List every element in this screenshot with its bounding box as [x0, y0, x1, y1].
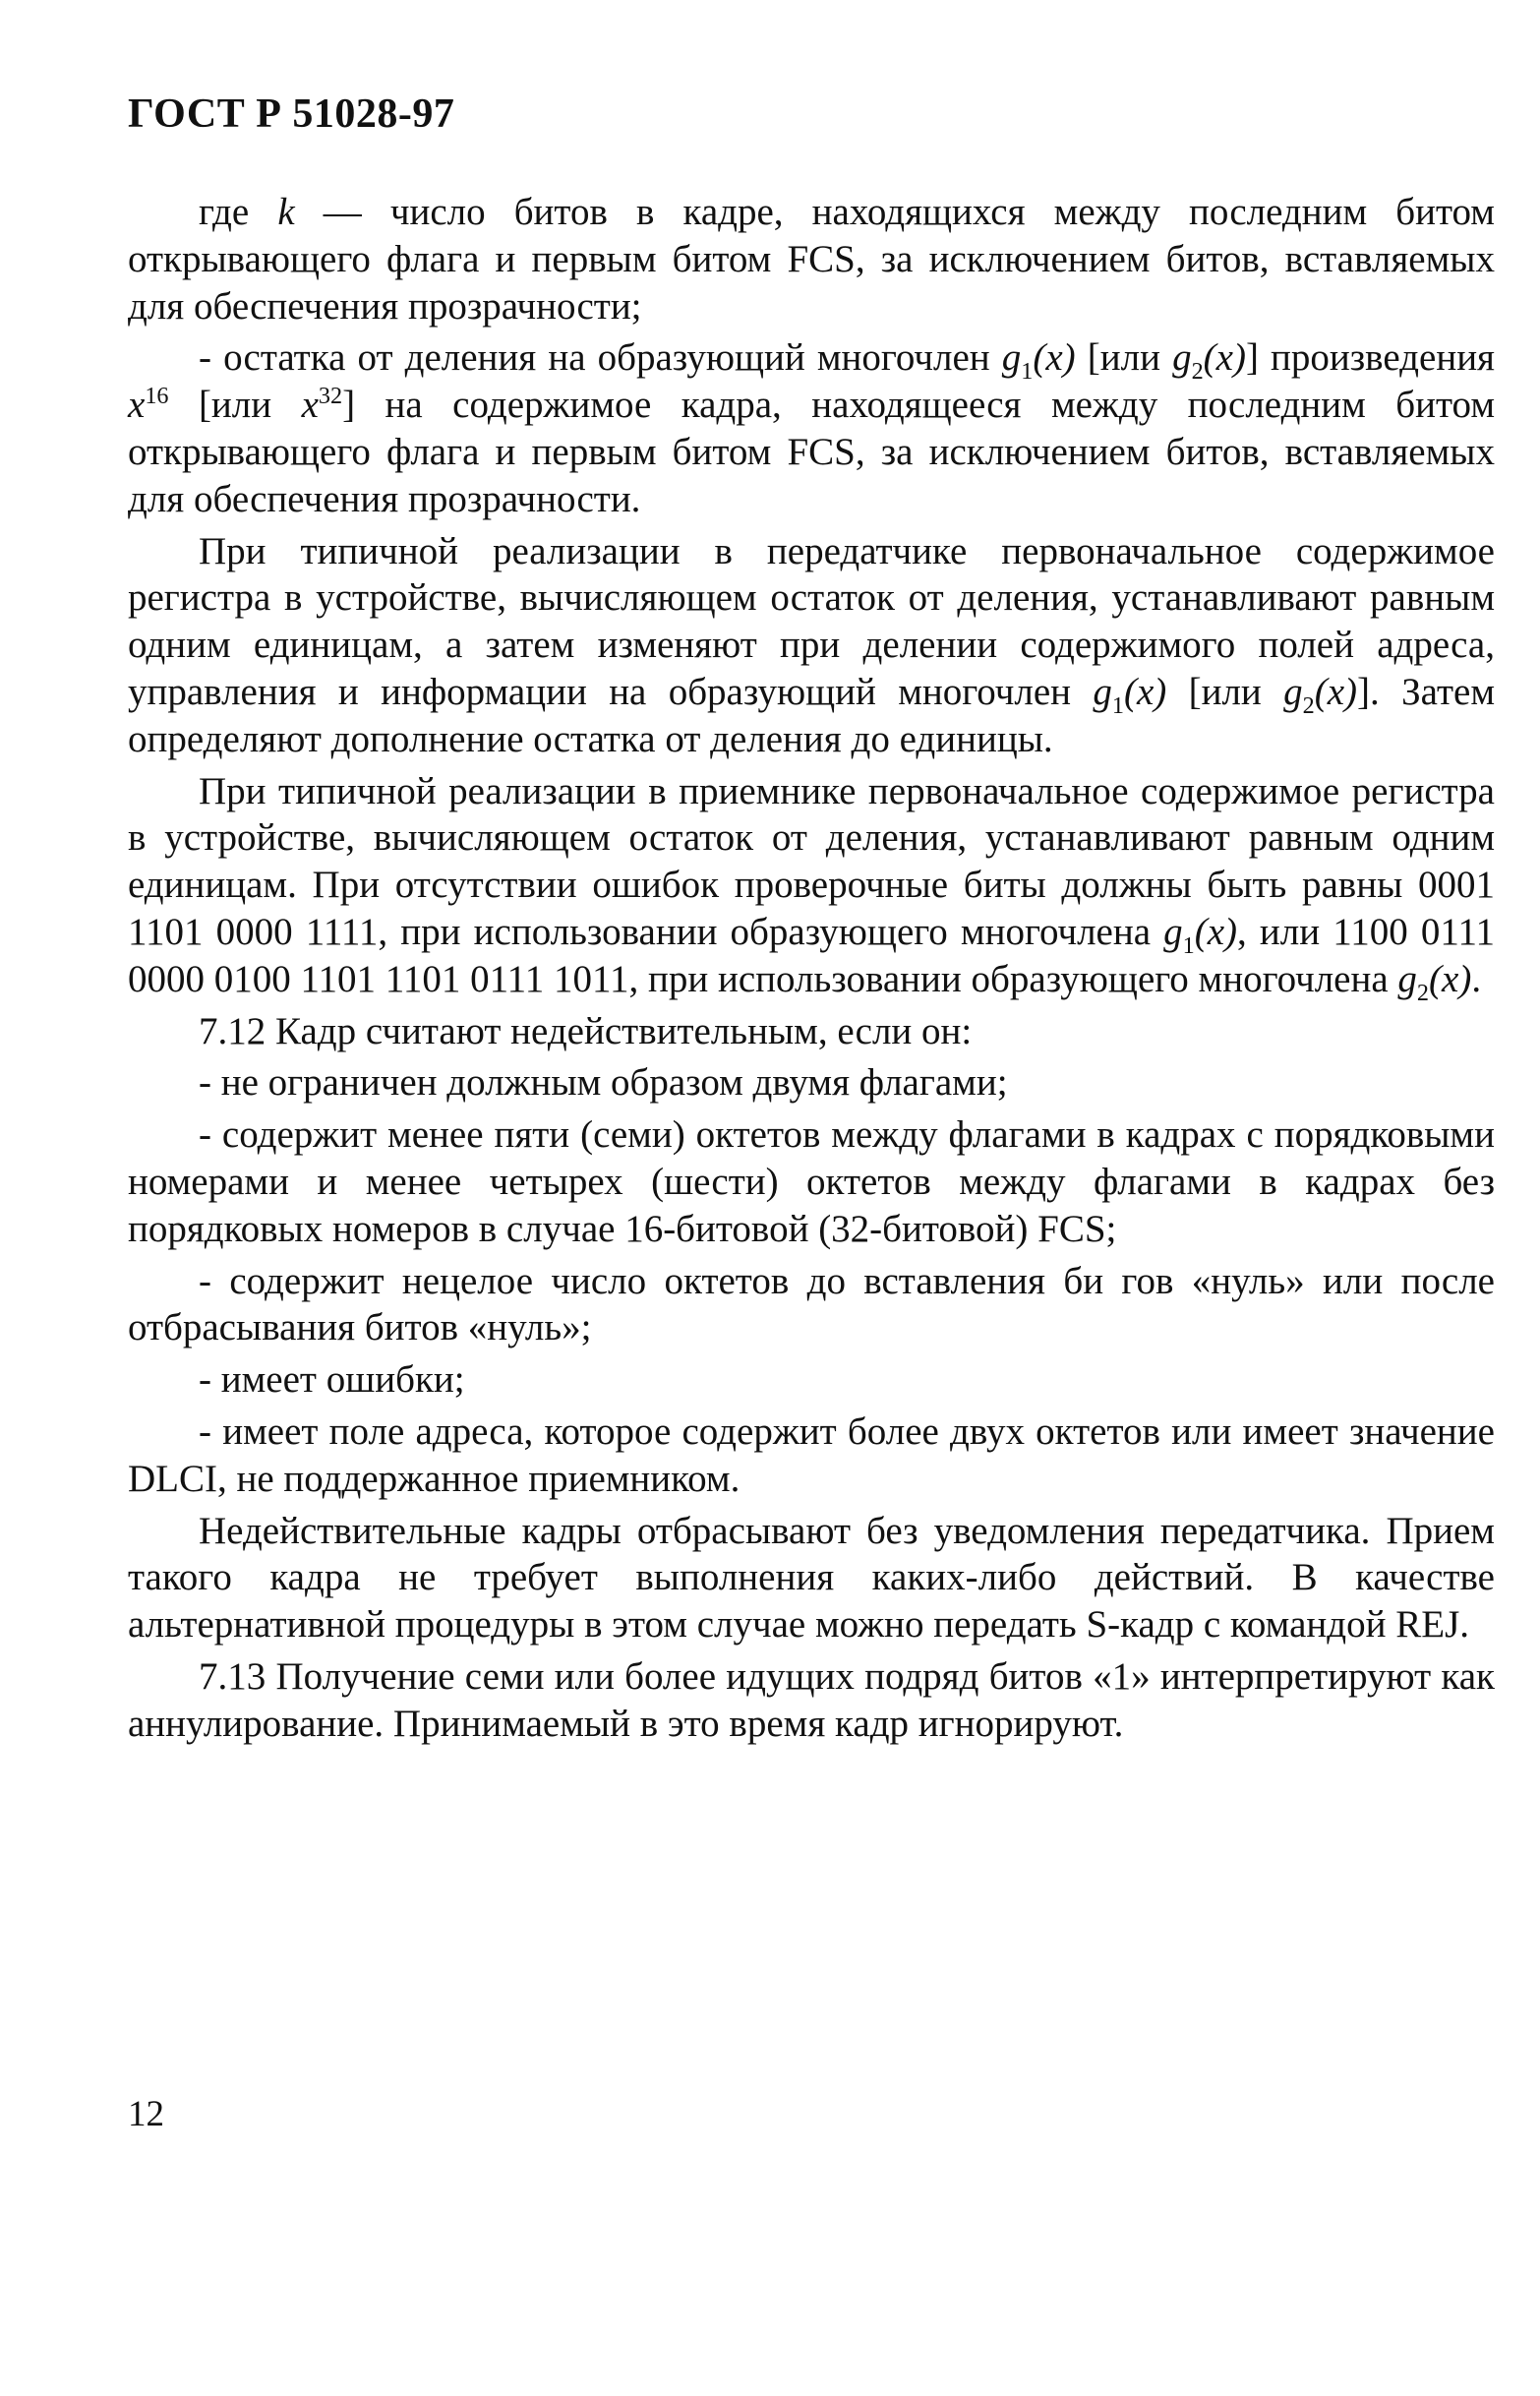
- list-item-flags: - не ограничен должным образом двумя флагами;: [199, 1061, 1008, 1105]
- paragraph-7-12-heading: 7.12 Кадр считают недействительным, если он:: [199, 1009, 973, 1052]
- paragraph-k-definition: где k — число битов в кадре, находящихся между последним битом открывающего флага и первым битом FCS, за исключением битов, вставляемых для обеспечения прозрачности;: [128, 191, 1495, 328]
- page-number: 12: [128, 2094, 164, 2134]
- paragraph-transmitter: При типичной реализации в передатчике первоначальное содержимое регистра в устройстве, вычисляющем остаток от деления, устанавливают равным одним единицам, а затем изменяют при делении содержимого полей адреса, управления и информации на образующий многочлен $g_1(x)$ [или $g_2(x)$]. Затем определяют дополнение остатка от деления до единицы.: [128, 529, 1495, 760]
- paragraph-receiver: При типичной реализации в приемнике первоначальное содержимое регистра в устройстве, вычисляющем остаток от деления, устанавливают равным одним единицам. При отсутствии ошибок проверочные биты должны быть равны 0001 1101 0000 1111, при использовании образующего многочлена $g_1(x)$, или 1100 0111 0000 0100 1101 1101 0111 1011, при использовании образующего многочлена $g_2(x)$.: [128, 769, 1495, 1006]
- paragraph-7-13: 7.13 Получение семи или более идущих подряд битов «1» интерпретируют как аннулирование. Принимаемый в это время кадр игнорируют.: [128, 1654, 1495, 1745]
- standard-code-header: ГОСТ Р 51028-97: [128, 91, 455, 137]
- document-body: [128, 189, 1495, 1753]
- list-item-octets: - содержит менее пяти (семи) октетов между флагами в кадрах с порядковыми номерами и менее четырех (шести) октетов между флагами в кадрах без порядковых номеров в случае 16-битовой (32-битовой) FCS;: [128, 1113, 1495, 1250]
- list-item-address: - имеет поле адреса, которое содержит более двух октетов или имеет значение DLCI, не поддержанное приемником.: [128, 1409, 1495, 1500]
- list-item-errors: - имеет ошибки;: [199, 1358, 465, 1402]
- paragraph-remainder-item: - остатка от деления на образующий многочлен $g_1(x)$ [или $g_2(x)$] произведения $x^{16}$ [или $x^{32}$] на содержимое кадра, находящееся между последним битом открывающего флага и первым битом FCS, за исключением битов, вставляемых для обеспечения прозрачности.: [128, 336, 1496, 520]
- list-item-non-integer: - содержит нецелое число октетов до вставления би гов «нуль» или после отбрасывания битов «нуль»;: [128, 1259, 1495, 1349]
- paragraph-invalid-frames: Недействительные кадры отбрасывают без уведомления передатчика. Прием такого кадра не требует выполнения каких-либо действий. В качестве альтернативной процедуры в этом случае можно передать S-кадр с командой REJ.: [128, 1509, 1495, 1647]
